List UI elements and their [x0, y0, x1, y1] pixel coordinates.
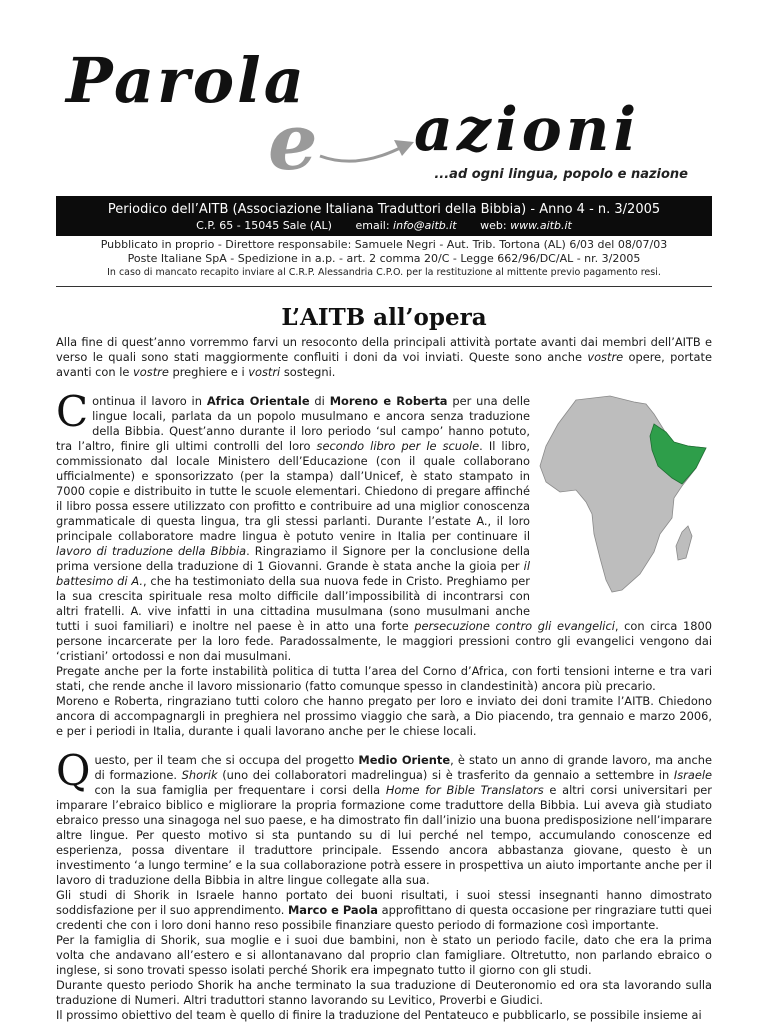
- africa-paragraph-3: Moreno e Roberta, ringraziano tutti coloro che hanno pregato per loro e inviato dei doni tramite l’AITB. Chiedono ancora di accompagnargli in preghiera nel prossimo viaggio che sarà, a Dio piacendo, tra gennaio e marzo 2006, e per i periodi in Italia, durante i quali lavorano anche per le chiese locali.: [56, 694, 712, 738]
- body-text: approfittano di questa occasione per ringraziare tutti quei credenti che con i loro doni hanno reso possibile finanziare questo periodo di formazione così importante.: [56, 903, 712, 932]
- banner-web: [480, 219, 572, 232]
- pubinfo-line1: Pubblicato in proprio - Direttore responsabile: Samuele Negri - Aut. Trib. Tortona (AL) 6/03 del 08/07/03: [100, 238, 668, 251]
- intro-text: preghiere e i: [168, 365, 249, 379]
- logo-e: e: [268, 97, 318, 188]
- masthead: [0, 0, 768, 196]
- body-emph: il battesimo di A.: [56, 559, 530, 588]
- web-link[interactable]: www.aitb.it: [510, 219, 572, 232]
- article-title: L’AITB all’opera: [281, 304, 487, 331]
- pubinfo-line3: In caso di mancato recapito inviare al C.R.P. Alessandria C.P.O. per la restituzione al mittente previo pagamento resi.: [107, 267, 661, 278]
- madagascar-shape: [676, 526, 692, 560]
- middle-east-paragraph-2: [56, 888, 712, 933]
- spacer: [56, 380, 712, 394]
- logo-arrow-icon: [318, 134, 418, 170]
- section-middle-east: [56, 746, 712, 1023]
- body-text: , con circa 1800 persone incarcerate per la loro fede. Paradossalmente, le maggiori pressioni contro gli evangelici vengono dai ‘cristiani’ ortodossi e non dai musulmani.: [56, 619, 712, 663]
- logo-parola: Parola: [66, 44, 307, 117]
- body-text: e altri corsi universitari per imparare l’ebraico biblico e migliorare la propria formazione come traduttore della Bibbia. Lui aveva già studiato ebraico presso una sinagoga nel suo paese, e ha dimostrato fin dall’inizio una buona predisposizione nell’imparare altre lingue. Per questo motivo si sta puntando su di lui perché nel tempo, accumulando conoscenze ed esperienza, possa diventare il traduttore principale. Essendo ancora abbastanza giovane, questo è un investimento ‘a lungo termine’ e la sua collaborazione potrà essere in prospettiva un aiuto importante anche per il lavoro di traduzione della Bibbia in altre lingue collegate alla sua.: [56, 783, 712, 887]
- body-strong: Africa Orientale: [206, 394, 310, 408]
- body-text: con la sua famiglia per frequentare i corsi della: [94, 783, 386, 797]
- body-strong: Moreno e Roberta: [329, 394, 448, 408]
- body-strong: Marco e Paola: [287, 903, 378, 917]
- body-text: . Ringraziamo il Signore per la conclusione della prima versione della traduzione di 1 Giovanni. Grande è stata anche la gioia per: [56, 544, 531, 573]
- web-label: web:: [480, 219, 511, 232]
- body-text: Gli studi di Shorik in Israele hanno portato dei buoni risultati, i suoi stessi insegnanti hanno dimostrato soddisfazione per il suo apprendimento.: [56, 888, 712, 917]
- header-divider: [56, 286, 712, 287]
- middle-east-paragraph-1: [56, 746, 712, 888]
- body-emph: persecuzione contro gli evangelici: [414, 619, 615, 633]
- intro-text: sostegni.: [280, 365, 336, 379]
- intro-emph: vostre: [587, 350, 624, 364]
- body-text: (uno dei collaboratori madrelingua) si è trasferito da gennaio a settembre in: [217, 768, 674, 782]
- middle-east-paragraph-5: Il prossimo obiettivo del team è quello di finire la traduzione del Pentateuco e pubblicarlo, se possibile insieme ai: [56, 1008, 702, 1022]
- email-label: email:: [355, 219, 394, 232]
- body-strong: Medio Oriente: [358, 753, 451, 767]
- intro-text: opere, portate avanti con le: [56, 350, 712, 379]
- body-text: per una delle lingue locali, parlata da un popolo musulmano e ancora senza traduzione della Bibbia. Quest’anno durante il loro periodo ‘sul campo’ hanno potuto, tra l’altro, finire gli ultimi controlli del loro: [56, 394, 531, 453]
- africa-land-shape: [540, 396, 706, 592]
- dropcap-q: Q: [56, 746, 91, 795]
- middle-east-paragraph-3: Per la famiglia di Shorik, sua moglie e i suoi due bambini, non è stato un periodo facile, dato che era la prima volta che andavano all’estero e si allontanavano dal proprio clan famigliare. Oltretutto, non parlando ebraico o inglese, si sono trovati spesso isolati perché Shorik era impegnato tutto il giorno con gli studi.: [56, 933, 712, 977]
- logo-azioni: azioni: [414, 95, 641, 165]
- body-emph: Home for Bible Translators: [385, 783, 544, 797]
- body-text: di: [309, 394, 330, 408]
- intro-text: Alla fine di quest’anno vorremmo farvi un resoconto della principali attività portate avanti dai membri dell’AITB e verso le quali sono stati maggiormente confluiti i doni da voi inviati. Queste sono anche: [56, 335, 712, 364]
- body-emph: Shorik: [181, 768, 218, 782]
- banner-email: [355, 219, 456, 232]
- dropcap-c: C: [56, 387, 89, 436]
- intro-emph: vostre: [133, 365, 169, 379]
- body-text: . Il libro, commissionato dal locale Ministero dell’Educazione (con il quale collaborano ufficialmente) e sponsorizzato (per la stampa) dall’Unicef, è stato stampato in 7000 copie e distribuito in tutte le scuole elementari. Chiedono di pregare affinché il libro possa essere utilizzato con profitto e contribuire ad una miglior conoscenza grammaticale di questa lingua, tra gli stessi parlanti. Durante l’estate A., il loro principale collaboratore madre lingua è potuto venire in Italia per continuare il: [56, 439, 530, 543]
- africa-map-image: [536, 394, 712, 608]
- banner-contacts: [56, 219, 712, 232]
- email-link[interactable]: info@aitb.it: [393, 219, 457, 232]
- pubinfo-line2: Poste Italiane SpA - Spedizione in a.p. - art. 2 comma 20/C - Legge 662/96/DC/AL - nr. 3/2005: [127, 252, 641, 265]
- body-emph: lavoro di traduzione della Bibbia: [56, 544, 247, 558]
- middle-east-paragraph-4: Durante questo periodo Shorik ha anche terminato la sua traduzione di Deuteronomio ed ora sta lavorando sulla traduzione di Numeri. Altri traduttori stanno lavorando su Levitico, Proverbi e Giudici.: [56, 978, 712, 1007]
- africa-paragraph-2: Pregate anche per la forte instabilità politica di tutta l’area del Corno d’Africa, con forti tensioni interne e tra vari stati, che rende anche il lavoro missionario (fatto comunque spesso in clandestinità) ancora più precario.: [56, 664, 712, 693]
- intro-paragraph: [56, 335, 712, 380]
- banner-title: Periodico dell’AITB (Associazione Italiana Traduttori della Bibbia) - Anno 4 - n. 3/2005: [107, 202, 661, 217]
- body-text: , che ha testimoniato della sua nuova fede in Cristo. Preghiamo per la sua crescita spirituale resa molto difficile dall’impossibilità di incontrarsi con altri fratelli. A. vive infatti in una cittadina musulmana (sono musulmani anche tutti i suoi familiari) e inoltre nel paese è in atto una forte: [56, 574, 530, 633]
- body-emph: Israele: [673, 768, 712, 782]
- publication-info: [56, 238, 712, 280]
- tagline: ...ad ogni lingua, popolo e nazione: [434, 167, 688, 182]
- intro-emph: vostri: [248, 365, 281, 379]
- publication-banner: [56, 196, 712, 236]
- body-text: uesto, per il team che si occupa del progetto: [94, 753, 359, 767]
- banner-address: C.P. 65 - 15045 Sale (AL): [196, 219, 332, 232]
- body-text: ontinua il lavoro in: [92, 394, 207, 408]
- article-body: [56, 335, 712, 1023]
- body-emph: secondo libro per le scuole: [316, 439, 480, 453]
- body-text: , è stato un anno di grande lavoro, ma anche di formazione.: [94, 753, 712, 782]
- section-africa: [56, 387, 712, 739]
- spacer: [56, 739, 712, 753]
